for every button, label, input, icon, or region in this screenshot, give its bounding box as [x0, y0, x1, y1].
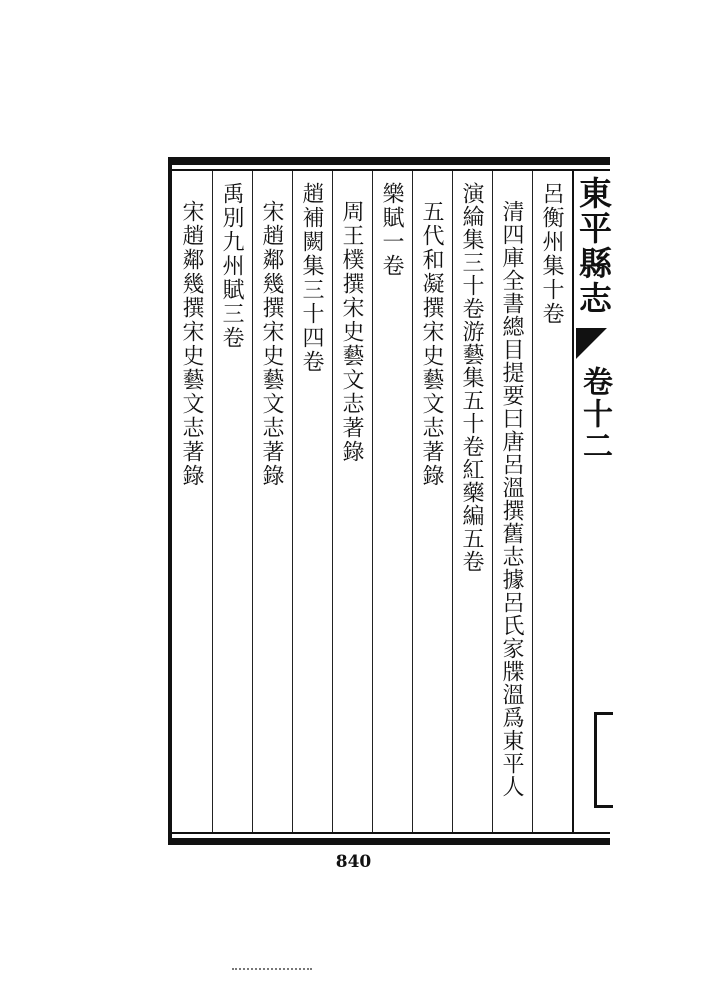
entry-title: 演綸集三十卷游藝集五十卷紅藥編五卷	[459, 182, 484, 573]
entry-title: 禹別九州賦三卷	[219, 182, 244, 350]
column-divider	[532, 171, 533, 832]
frame-bottom-rule	[168, 838, 610, 845]
frame-bottom-inner-rule	[168, 832, 610, 834]
entry-note: 周王樸撰宋史藝文志著錄	[339, 200, 364, 464]
entry-note: 宋趙鄰幾撰宋史藝文志著錄	[179, 200, 204, 488]
entry-title: 樂賦一卷	[379, 182, 404, 278]
juan-number: 卷十二	[577, 366, 612, 462]
entry-note: 宋趙鄰幾撰宋史藝文志著錄	[259, 200, 284, 488]
frame-top-rule	[168, 157, 610, 165]
entry-title: 呂衡州集十卷	[539, 182, 564, 326]
column-divider	[212, 171, 213, 832]
entry-note: 清四庫全書總目提要曰唐呂溫撰舊志據呂氏家牒溫爲東平人	[499, 200, 524, 798]
column-divider	[372, 171, 373, 832]
scan-smudge	[232, 968, 312, 972]
frame-top-inner-rule	[168, 169, 610, 171]
frame-left-rule	[168, 157, 172, 845]
entry-title: 趙補闕集三十四卷	[299, 182, 324, 374]
entry-note: 五代和凝撰宋史藝文志著錄	[419, 200, 444, 488]
column-divider	[452, 171, 453, 832]
book-title: 東平縣志	[574, 176, 613, 316]
column-divider	[412, 171, 413, 832]
column-divider	[332, 171, 333, 832]
column-divider	[252, 171, 253, 832]
column-divider	[292, 171, 293, 832]
column-divider	[492, 171, 493, 832]
page-number: 840	[335, 852, 372, 872]
fish-tail-mark	[576, 328, 610, 362]
lower-fish-tail-mark	[594, 712, 613, 808]
